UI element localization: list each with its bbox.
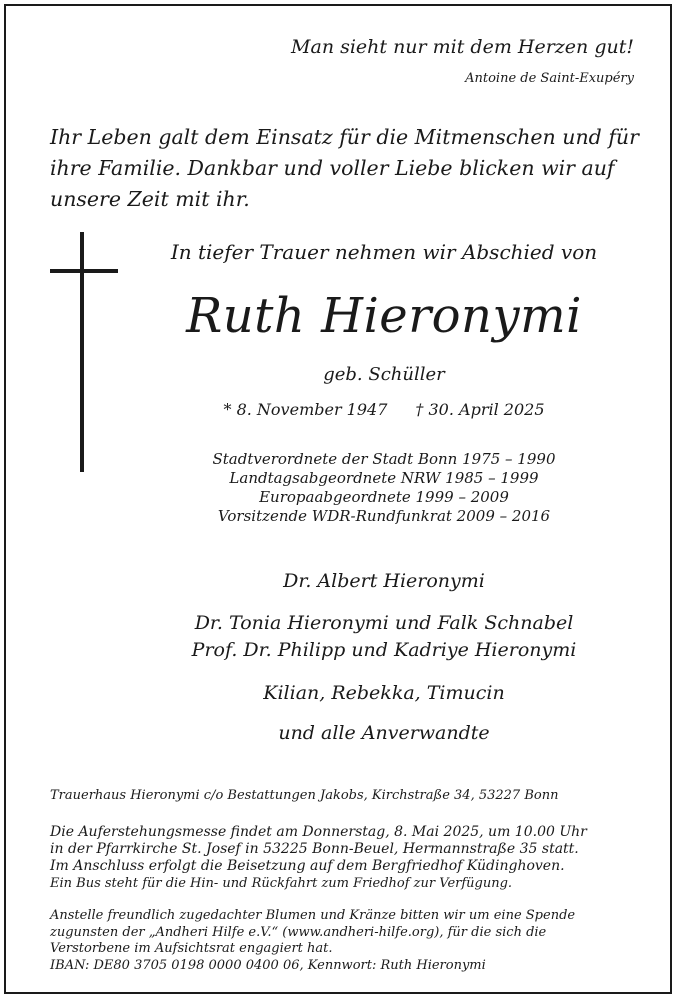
donation-iban: IBAN: DE80 3705 0198 0000 0400 06, Kennwort: Ruth Hieronymi	[50, 957, 486, 973]
birth-date: * 8. November 1947	[223, 400, 388, 419]
office-item: Europaabgeordnete 1999 – 2009	[259, 488, 509, 506]
offices-list	[154, 450, 614, 526]
office-item: Landtagsabgeordnete NRW 1985 – 1999	[229, 469, 539, 487]
mass-line: in der Pfarrkirche St. Josef in 53225 Bonn-Beuel, Hermannstraße 35 statt.	[50, 841, 579, 857]
relatives: und alle Anverwandte	[278, 722, 490, 744]
mourning-house-address: Trauerhaus Hieronymi c/o Bestattungen Jakobs, Kirchstraße 34, 53227 Bonn	[50, 788, 559, 803]
bus-info: Ein Bus steht für die Hin- und Rückfahrt zum Friedhof zur Verfügung.	[50, 876, 513, 891]
obituary-notice	[4, 4, 672, 994]
family-member: Dr. Albert Hieronymi	[283, 570, 485, 592]
mass-line: Im Anschluss erfolgt die Beisetzung auf dem Bergfriedhof Küdinghoven.	[50, 858, 565, 874]
farewell-heading: In tiefer Trauer nehmen wir Abschied von	[170, 240, 598, 264]
deceased-name: Ruth Hieronymi	[186, 288, 582, 344]
intro-text: Ihr Leben galt dem Einsatz für die Mitmenschen und für ihre Familie. Dankbar und voller Liebe blicken wir auf unsere Zeit mit ihr.	[50, 125, 639, 211]
life-dates	[154, 400, 614, 419]
donation-line: Verstorbene im Aufsichtsrat engagiert hat.	[50, 941, 333, 956]
motto-author: Antoine de Saint-Exupéry	[465, 71, 634, 86]
family-member: Dr. Tonia Hieronymi und Falk Schnabel	[194, 612, 574, 634]
donation-info	[50, 908, 650, 974]
maiden-name: geb. Schüller	[323, 364, 445, 385]
funeral-mass-info	[50, 824, 650, 892]
office-item: Vorsitzende WDR-Rundfunkrat 2009 – 2016	[217, 507, 551, 525]
family-member: Prof. Dr. Philipp und Kadriye Hieronymi	[191, 639, 577, 661]
donation-line: Anstelle freundlich zugedachter Blumen und Kränze bitten wir um eine Spende	[50, 908, 576, 923]
cross-vertical-bar	[80, 232, 84, 472]
grandchildren: Kilian, Rebekka, Timucin	[263, 682, 505, 704]
family-group	[154, 610, 614, 664]
office-item: Stadtverordnete der Stadt Bonn 1975 – 1990	[212, 450, 556, 468]
death-date: † 30. April 2025	[415, 400, 545, 419]
motto-quote: Man sieht nur mit dem Herzen gut!	[291, 36, 634, 58]
donation-line: zugunsten der „Andheri Hilfe e.V.“ (www.andheri-hilfe.org), für die sich die	[50, 924, 547, 940]
cross-horizontal-bar	[50, 269, 118, 273]
mass-line: Die Auferstehungsmesse findet am Donnerstag, 8. Mai 2025, um 10.00 Uhr	[50, 824, 587, 840]
